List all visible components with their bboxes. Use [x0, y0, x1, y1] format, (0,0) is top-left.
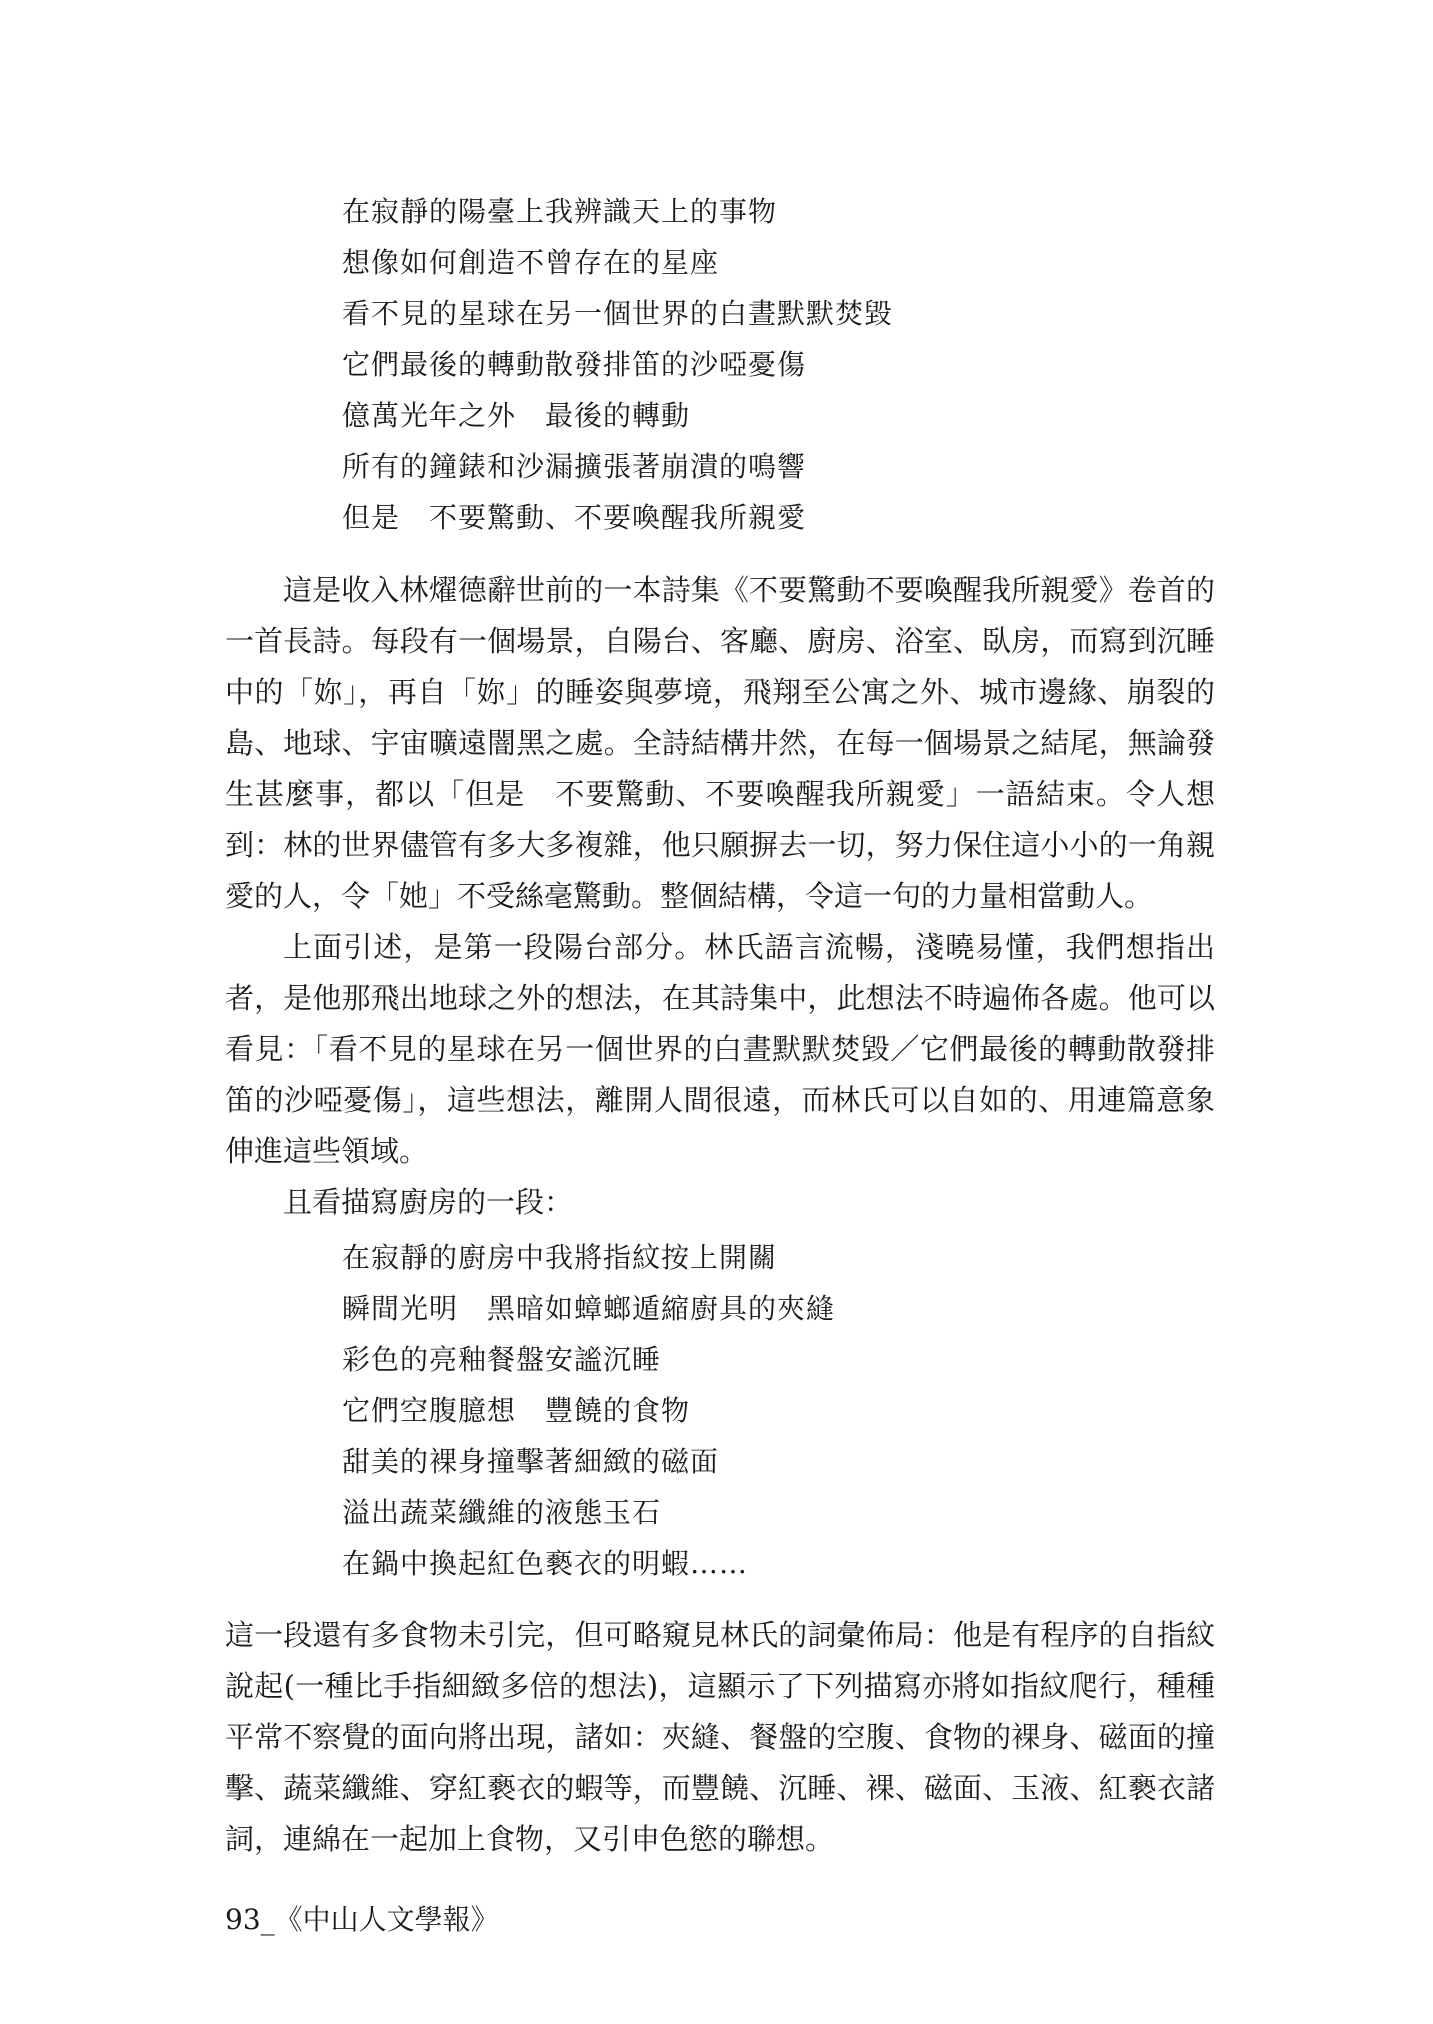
poem-line: 在寂靜的陽臺上我辨識天上的事物	[342, 195, 778, 228]
poem-line: 億萬光年之外 最後的轉動	[342, 399, 691, 432]
poem-line: 甜美的裸身撞擊著細緻的磁面	[342, 1445, 720, 1478]
poem-line: 它們空腹臆想 豐饒的食物	[342, 1394, 691, 1427]
poem-line: 在寂靜的廚房中我將指紋按上開關	[342, 1241, 778, 1274]
poem-line: 瞬間光明 黑暗如蟑螂遁縮廚具的夾縫	[342, 1292, 836, 1325]
poem-line: 在鍋中換起紅色褻衣的明蝦……	[342, 1547, 749, 1580]
poem-line: 但是 不要驚動、不要喚醒我所親愛	[342, 501, 807, 534]
poem-line: 它們最後的轉動散發排笛的沙啞憂傷	[342, 348, 807, 381]
commentary-section-2	[225, 1610, 1215, 1865]
poem-line: 彩色的亮釉餐盤安謐沉睡	[342, 1343, 662, 1376]
poem-line: 看不見的星球在另一個世界的白晝默默焚毀	[342, 297, 894, 330]
paragraph: 且看描寫廚房的一段：	[283, 1185, 574, 1219]
poem-excerpt-balcony	[342, 186, 1242, 543]
commentary-section-1	[225, 565, 1215, 1228]
journal-title: _《中山人文學報》	[260, 1903, 499, 1936]
paragraph: 這一段還有多食物未引完，但可略窺見林氏的詞彙佈局：他是有程序的自指紋說起(一種比手指細緻多倍的想法)，這顯示了下列描寫亦將如指紋爬行，種種平常不察覺的面向將出現，諸如：夾縫、餐盤的空腹、食物的裸身、磁面的撞擊、蔬菜纖維、穿紅褻衣的蝦等，而豐饒、沉睡、裸、磁面、玉液、紅褻衣諸詞，連綿在一起加上食物，又引申色慾的聯想。	[225, 1618, 1215, 1856]
paragraph: 上面引述，是第一段陽台部分。林氏語言流暢，淺曉易懂，我們想指出者，是他那飛出地球之外的想法，在其詩集中，此想法不時遍佈各處。他可以看見：「看不見的星球在另一個世界的白晝默默焚毀／它們最後的轉動散發排笛的沙啞憂傷」，這些想法，離開人間很遠，而林氏可以自如的、用連篇意象伸進這些領域。	[225, 930, 1215, 1168]
poem-line: 想像如何創造不曾存在的星座	[342, 246, 720, 279]
page-number: 93	[225, 1903, 261, 1936]
poem-line: 溢出蔬菜纖維的液態玉石	[342, 1496, 662, 1529]
page-footer	[225, 1900, 499, 1940]
poem-line: 所有的鐘錶和沙漏擴張著崩潰的鳴響	[342, 450, 807, 483]
poem-excerpt-kitchen	[342, 1232, 1242, 1589]
paragraph: 這是收入林燿德辭世前的一本詩集《不要驚動不要喚醒我所親愛》卷首的一首長詩。每段有一個場景，自陽台、客廳、廚房、浴室、臥房，而寫到沉睡中的「妳」，再自「妳」的睡姿與夢境，飛翔至公寓之外、城市邊緣、崩裂的島、地球、宇宙曠遠闇黑之處。全詩結構井然，在每一個場景之結尾，無論發生甚麼事，都以「但是 不要驚動、不要喚醒我所親愛」一語結束。令人想到：林的世界儘管有多大多複雜，他只願摒去一切，努力保住這小小的一角親愛的人，令「她」不受絲毫驚動。整個結構，令這一句的力量相當動人。	[225, 573, 1215, 913]
